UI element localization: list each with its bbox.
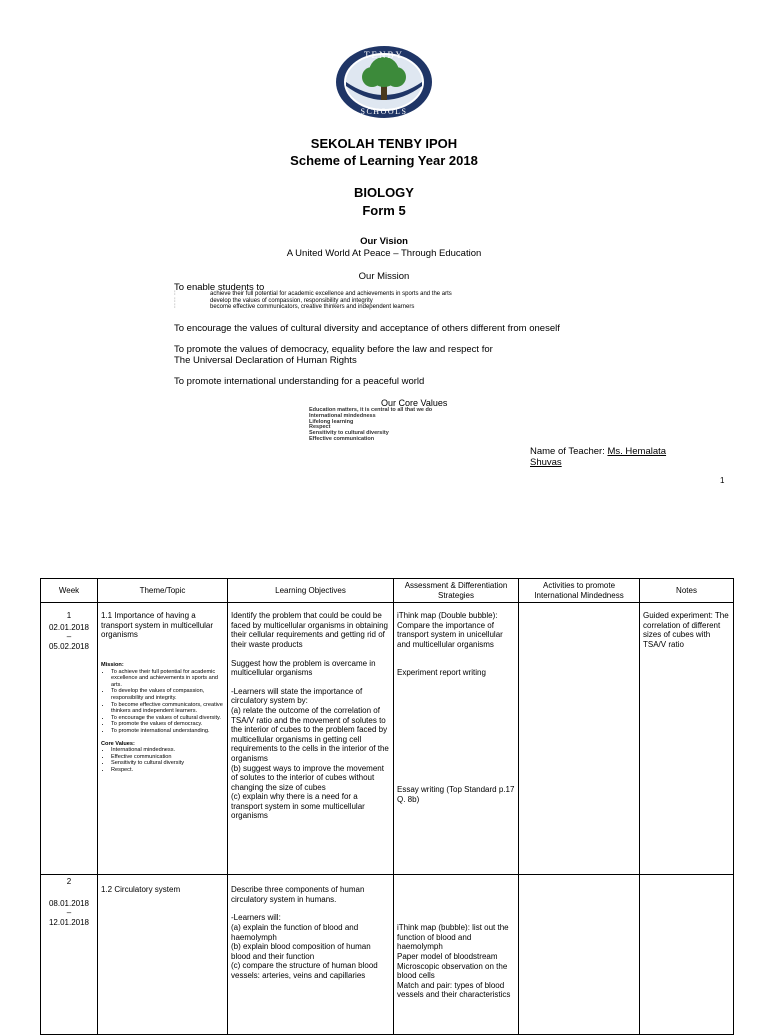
assessment-cell [394, 875, 519, 1035]
mission-item: • To promote international understanding. [111, 728, 224, 735]
core-value-item: • Sensitivity to cultural diversity [111, 760, 224, 767]
activities-cell [519, 875, 640, 1035]
week-date-dash: – [66, 632, 72, 642]
subject-title: BIOLOGY [354, 185, 414, 200]
notes-cell [640, 875, 734, 1035]
mission-intro: To enable students to [174, 282, 265, 293]
assessment-cell [394, 603, 519, 875]
core-value-item: • Effective communication [111, 754, 224, 761]
objective-text: Describe three components of human circulatory system in humans. [231, 885, 365, 904]
week-number: 1 [66, 611, 72, 621]
table-row [41, 875, 734, 1035]
objective-text: (c) compare the structure of human blood vessels: arteries, veins and capillaries [231, 961, 378, 980]
core-value-item: Sensitivity to cultural diversity [309, 430, 389, 437]
theme-cell [98, 603, 228, 875]
week-cell [41, 875, 98, 1035]
assessment-text: iThink map (Double bubble): Compare the importance of transport system in unicellular and multicellular organisms [397, 611, 503, 649]
mission-para-understanding: To promote international understanding for a peaceful world [174, 376, 425, 387]
core-values-label: Core Values: [101, 740, 135, 747]
header-week: Week [41, 579, 98, 603]
scheme-table [40, 578, 734, 1035]
teacher-name-last: Shuvas [530, 457, 562, 468]
mission-item: • To achieve their full potential for academic excellence and achievements in sports and arts. [111, 669, 224, 689]
header-objectives: Learning Objectives [228, 579, 394, 603]
objective-text: (b) suggest ways to improve the movement of solutes to the interior of cubes without changing the size of cubes [231, 763, 384, 792]
mission-para-diversity: To encourage the values of cultural diversity and acceptance of others different from oneself [174, 323, 560, 334]
activities-cell [519, 603, 640, 875]
objective-text: (a) relate the outcome of the correlation of TSA/V ratio and the movement of solutes to the interior of cubes to the problem faced by multicellular organisms in getting cell requirements to the cells in the interior of the organisms [231, 705, 389, 763]
svg-text:SCHOOLS: SCHOOLS [360, 107, 408, 116]
week-cell [41, 603, 98, 875]
objective-text: -Learners will: [231, 913, 281, 923]
objective-text: (a) explain the function of blood and haemolymph [231, 922, 359, 942]
assessment-text: Experiment report writing [397, 667, 486, 677]
mission-item: • To develop the values of compassion, responsibility and integrity. [111, 688, 224, 701]
mission-item: • To become effective communicators, creative thinkers and independent learners. [111, 702, 224, 715]
week-date-from: 08.01.2018 [48, 898, 90, 908]
mission-heading: Our Mission [358, 271, 410, 282]
week-date-to: 05.02.2018 [48, 641, 90, 651]
objective-text: (b) explain blood composition of human blood and their function [231, 942, 371, 961]
notes-cell [640, 603, 734, 875]
mission-bullet: ⁞ become effective communicators, creative thinkers and independent learners [210, 304, 530, 311]
objective-text: Suggest how the problem is overcame in multicellular organisms [231, 658, 376, 678]
table-header-row [41, 579, 734, 603]
header-assessment: Assessment & Differentiation Strategies [394, 579, 519, 603]
objectives-cell [228, 875, 394, 1035]
school-name: SEKOLAH TENBY IPOH [310, 136, 458, 151]
objective-text: (c) explain why there is a need for a transport system in some multicellular organisms [231, 792, 365, 821]
teacher-name-first: Ms. Hemalata [607, 446, 667, 457]
core-value-item: Effective communication [309, 435, 375, 442]
mission-item: • To promote the values of democracy. [111, 721, 224, 728]
notes-text: Guided experiment: The correlation of different sizes of cubes with TSA/V ratio [643, 611, 729, 649]
header-activities: Activities to promote International Mindedness [519, 579, 640, 603]
header-theme: Theme/Topic [98, 579, 228, 603]
assessment-text: Microscopic observation on the blood cells [397, 961, 508, 981]
school-logo [334, 44, 434, 120]
core-value-item: • Respect. [111, 767, 224, 774]
week-number: 2 [66, 877, 72, 887]
objectives-cell [228, 603, 394, 875]
objective-text: -Learners will state the importance of circulatory system by: [231, 686, 363, 706]
page-number: 1 [720, 476, 725, 485]
assessment-text: Paper model of bloodstream [397, 951, 498, 961]
vision-heading: Our Vision [360, 236, 408, 247]
teacher-label: Name of Teacher: [530, 446, 605, 457]
mission-para-democracy-1: To promote the values of democracy, equality before the law and respect for [174, 344, 493, 355]
objective-text: Identify the problem that could be could be faced by multicellular organisms in obtaining their cellular requirements and getting rid of their waste products [231, 611, 388, 649]
vision-text: A United World At Peace – Through Education [286, 248, 482, 259]
core-values-heading: Our Core Values [381, 398, 448, 408]
theme-cell [98, 875, 228, 1035]
core-values-list [309, 408, 432, 443]
core-value-item: Education matters, it is central to all that we do [309, 407, 433, 413]
table-row [41, 603, 734, 875]
mission-bullet: ⁞ develop the values of compassion, responsibility and integrity [210, 298, 530, 305]
scheme-title: Scheme of Learning Year 2018 [290, 153, 478, 168]
assessment-text: Match and pair: types of blood vessels and their characteristics [397, 980, 511, 1000]
assessment-text: iThink map (bubble): list out the function of blood and haemolymph [397, 923, 509, 952]
core-value-item: Lifelong learning [309, 418, 354, 425]
assessment-text: Essay writing (Top Standard p.17 Q. 8b) [397, 785, 515, 804]
theme-text: 1.2 Circulatory system [101, 885, 181, 895]
form-title: Form 5 [362, 203, 406, 218]
mission-box [101, 662, 224, 774]
mission-item: • To encourage the values of cultural diversity. [111, 715, 224, 722]
core-value-item: • International mindedness. [111, 747, 224, 754]
week-date-from: 02.01.2018 [48, 622, 90, 632]
mission-bullet: ⁞ achieve their full potential for academic excellence and achievements in sports and the arts [210, 291, 530, 298]
week-date-to: 12.01.2018 [48, 917, 90, 927]
svg-text:TENBY: TENBY [364, 50, 404, 60]
week-date-dash: – [66, 908, 72, 918]
theme-text: 1.1 Importance of having a transport system in multicellular organisms [101, 611, 214, 640]
header-notes: Notes [640, 579, 734, 603]
mission-para-democracy-2: The Universal Declaration of Human Rights [174, 355, 357, 366]
mission-label: Mission: [101, 661, 124, 668]
core-value-item: International mindedness [309, 412, 376, 419]
mission-bullets [210, 291, 530, 311]
teacher-name-block [530, 446, 666, 468]
core-value-item: Respect [309, 424, 331, 431]
